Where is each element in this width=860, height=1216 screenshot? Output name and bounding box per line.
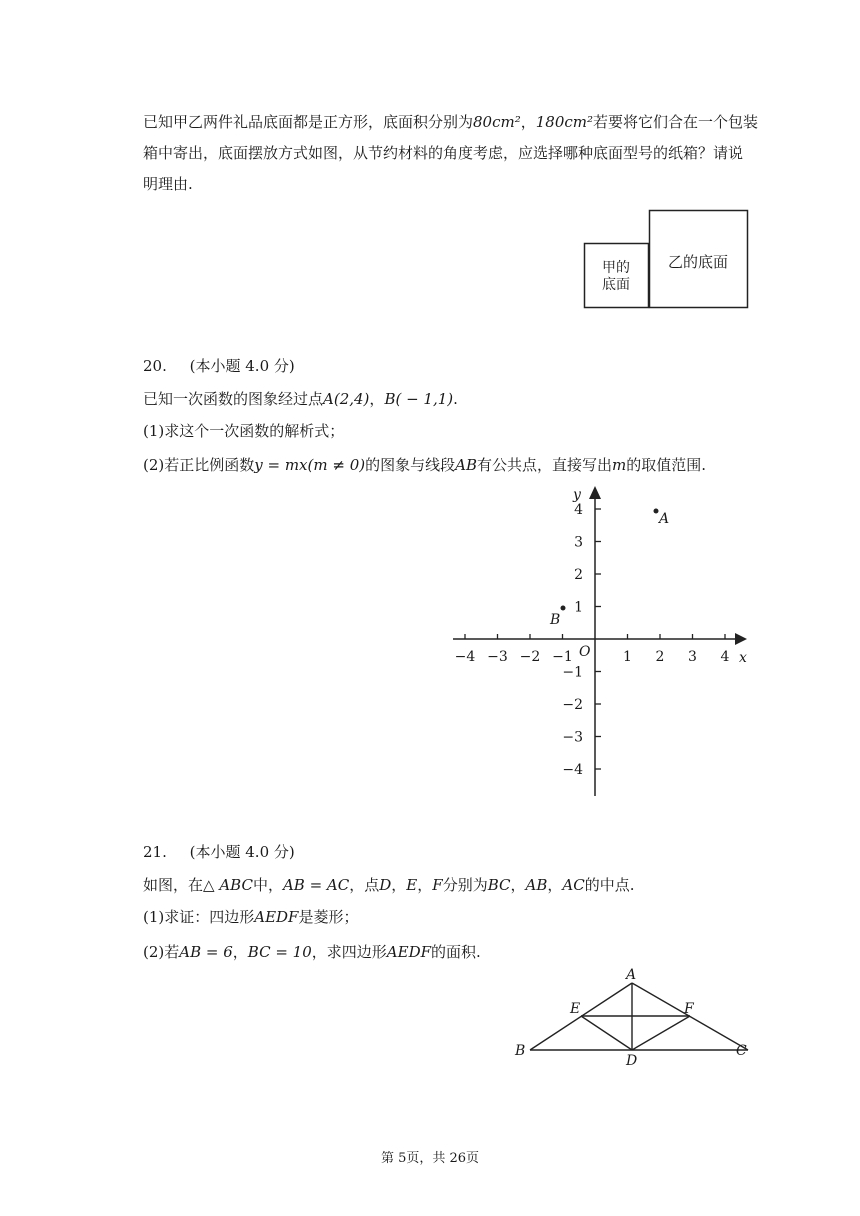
segment-ed (581, 1016, 632, 1050)
q19-figure (580, 206, 752, 312)
small-square-label-2: 底面 (602, 277, 630, 293)
axis-ticks (455, 502, 730, 778)
q21-part1-b: 是菱形； (298, 908, 359, 926)
point-a-label: A (659, 511, 670, 527)
q21-part2-b: ，求四边形 (311, 943, 387, 961)
q21-statement (143, 875, 634, 895)
q20-part2-d: 的取值范围. (626, 456, 706, 474)
q20-part2-b: 的图象与线段 (365, 456, 456, 474)
q21-header (143, 842, 295, 862)
q20-part2-equation: y = mx(m ≠ 0) (254, 456, 366, 474)
q21-comma-4: ， (547, 876, 563, 894)
q21-comma-2: ， (417, 876, 433, 894)
q21-number: 21. (143, 843, 167, 861)
q21-point-f: F (432, 876, 443, 894)
y-tick-label: −1 (562, 664, 583, 681)
q20-number: 20. (143, 357, 167, 375)
point-a (654, 509, 659, 514)
x-tick-label: 4 (720, 649, 730, 665)
x-tick-label: 1 (623, 649, 632, 665)
vertex-e-label: E (570, 1001, 581, 1017)
q19-sep: ， (520, 113, 536, 131)
q21-stmt-c: ，点 (349, 876, 380, 894)
segment-fd (632, 1016, 690, 1050)
y-tick-label: −2 (562, 697, 583, 713)
small-square-label-1: 甲的 (602, 260, 630, 276)
q20-part-1: (1)求这个一次函数的解析式； (143, 422, 345, 440)
q21-point-d: D (379, 876, 392, 894)
q21-triangle-figure (510, 965, 760, 1070)
vertex-b-label: B (515, 1043, 526, 1059)
q19-area-1: 80cm² (473, 113, 521, 131)
point-b-label: B (550, 612, 561, 628)
large-square-label: 乙的底面 (667, 253, 729, 271)
y-tick-label: 4 (574, 502, 583, 518)
q20-part-2 (143, 455, 706, 475)
origin-label: O (579, 644, 591, 660)
vertex-c-label: C (736, 1043, 747, 1059)
x-tick-label: 3 (688, 649, 697, 665)
q20-header (143, 356, 295, 376)
vertex-a-label: A (626, 967, 637, 983)
vertex-d-label: D (626, 1053, 638, 1069)
x-tick-label: −3 (487, 649, 508, 665)
q20-points: (本小题 4.0 分) (189, 357, 295, 375)
y-tick-label: −4 (562, 762, 583, 778)
q21-part2-quad: AEDF (386, 943, 431, 961)
q21-seg-ab: AB (525, 876, 548, 894)
q21-stmt-e: 的中点. (584, 876, 635, 894)
y-tick-label: −3 (562, 729, 583, 746)
x-tick-label: −4 (454, 649, 476, 665)
x-tick-label: −1 (552, 649, 573, 665)
q21-part-1 (143, 907, 358, 927)
q21-points: (本小题 4.0 分) (189, 843, 295, 861)
q20-part2-segment: AB (455, 456, 477, 474)
q21-part2-eq2: BC = 10 (247, 943, 312, 961)
q19-line-2: 箱中寄出，底面摆放方式如图，从节约材料的角度考虑，应选择哪种底面型号的纸箱？请说 (143, 144, 744, 162)
q19-line-3: 明理由. (143, 175, 193, 193)
q20-point-b: B( − 1,1) (384, 390, 454, 408)
x-axis-arrow (735, 633, 747, 645)
q21-part2-c: 的面积. (431, 943, 481, 961)
q20-part2-m: m (611, 456, 627, 474)
q21-point-e: E (406, 876, 418, 894)
q21-comma-3: ， (510, 876, 526, 894)
q19-area-2: 180cm² (535, 113, 594, 131)
q21-part2-eq1: AB = 6 (179, 943, 233, 961)
x-tick-label: −2 (519, 649, 541, 665)
q21-part2-comma: ， (232, 943, 248, 961)
y-axis-arrow (589, 486, 601, 499)
q20-stmt-end: . (453, 390, 458, 408)
q20-statement (143, 389, 458, 409)
q20-coordinate-graph (445, 480, 765, 800)
vertex-f-label: F (684, 1001, 694, 1017)
q21-part1-quad: AEDF (254, 908, 299, 926)
q21-part1-a: (1)求证：四边形 (143, 908, 255, 926)
q20-comma: ， (369, 390, 385, 408)
y-tick-label: 3 (574, 534, 583, 551)
page-footer: 第 5页，共 26页 (380, 1151, 480, 1166)
q21-stmt-a: 如图，在 (143, 876, 204, 894)
q21-stmt-d: 分别为 (442, 876, 488, 894)
q21-part2-a: (2)若 (143, 943, 180, 961)
q21-stmt-b: 中， (252, 876, 283, 894)
x-axis-label: x (739, 650, 747, 666)
q21-seg-bc: BC (487, 876, 511, 894)
x-tick-label: 2 (655, 649, 665, 665)
point-b (561, 606, 566, 611)
y-tick-label: 1 (574, 599, 583, 616)
q20-part2-c: 有公共点，直接写出 (476, 456, 612, 474)
q20-part2-a: (2)若正比例函数 (143, 456, 255, 474)
q21-comma-1: ， (391, 876, 407, 894)
q21-seg-ac: AC (562, 876, 585, 894)
y-tick-label: 2 (574, 567, 583, 583)
q21-equality: AB = AC (282, 876, 350, 894)
q20-point-a: A(2,4) (323, 390, 370, 408)
q19-text-1b: 若要将它们合在一个包装 (593, 113, 759, 131)
y-axis-label: y (573, 487, 581, 503)
q20-stmt-a: 已知一次函数的图象经过点 (143, 390, 324, 408)
q21-part-2 (143, 942, 481, 962)
q19-line-1 (143, 112, 758, 132)
q19-text-1a: 已知甲乙两件礼品底面都是正方形，底面积分别为 (143, 113, 474, 131)
q21-triangle: △ ABC (203, 876, 253, 894)
